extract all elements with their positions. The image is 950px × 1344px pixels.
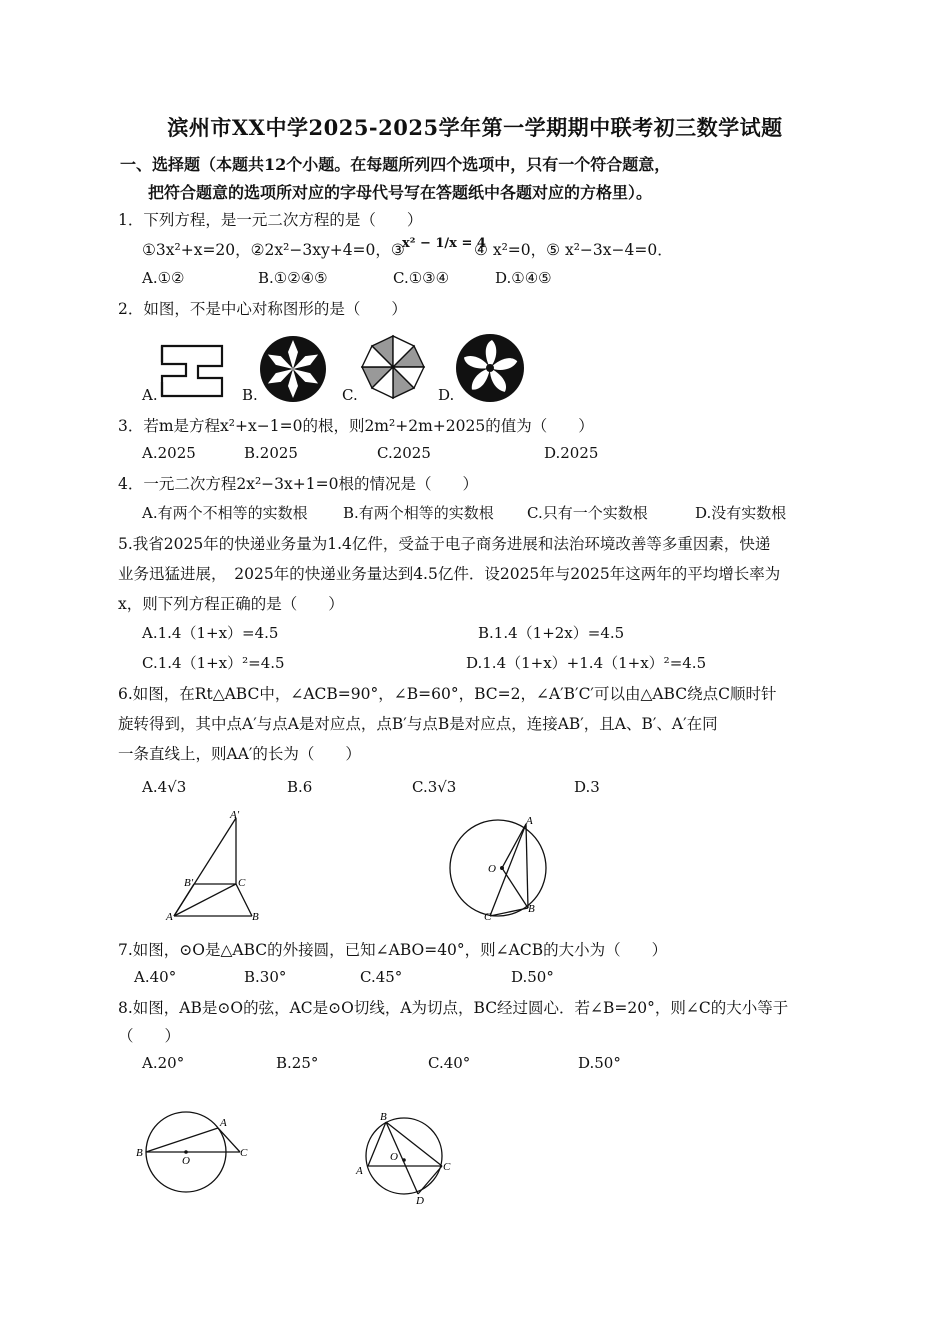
q7-option-c: C.45° — [360, 968, 403, 986]
q6-fig1-label-b-prime: B′ — [184, 877, 194, 889]
q8-fig2-label-b: B — [380, 1111, 387, 1123]
q8-figure-tangent — [134, 1106, 260, 1198]
q4-stem: 4．一元二次方程2x²−3x+1=0根的情况是（ ） — [118, 475, 478, 493]
q3-option-c: C.2025 — [377, 444, 431, 462]
q8-line1: 8.如图，AB是⊙O的弦，AC是⊙O切线，A为切点，BC经过圆心．若∠B=20°，则∠C的大小等于 — [118, 999, 789, 1017]
q6-option-c: C.3√3 — [412, 778, 457, 796]
q6-figure-rotation — [160, 808, 270, 926]
q8-option-a: A.20° — [142, 1054, 185, 1072]
q8-fig2-label-c: C — [443, 1161, 451, 1173]
q4-option-c: C.只有一个实数根 — [527, 504, 648, 522]
q2-option-a: A. — [142, 386, 158, 404]
q5-line1: 5.我省2025年的快递业务量为1.4亿件，受益于电子商务进展和法治环境改善等多重因素，快递 — [118, 535, 771, 553]
q6-option-d: D.3 — [574, 778, 600, 796]
q6-fig1-label-c: C — [238, 877, 246, 889]
q2-option-b: B. — [242, 386, 258, 404]
q5-option-b: B.1.4（1+2x）=4.5 — [478, 624, 625, 642]
q4-option-a: A.有两个不相等的实数根 — [142, 504, 308, 522]
q2-figure-b — [258, 334, 328, 404]
q8-line2: （ ） — [118, 1027, 181, 1045]
q8-option-c: C.40° — [428, 1054, 471, 1072]
q2-option-d: D. — [438, 386, 455, 404]
q6-line2: 旋转得到，其中点A′与点A是对应点，点B′与点B是对应点，连接AB′，且A、B′、A′在同 — [118, 715, 718, 733]
q2-figure-c — [358, 332, 428, 402]
q7-option-a: A.40° — [134, 968, 177, 986]
q2-figure-d — [454, 332, 526, 404]
q8-fig2-label-o: O — [390, 1151, 398, 1163]
q1-equations-rest: ④ x²=0，⑤ x²−3x−4=0． — [474, 241, 673, 259]
q3-option-b: B.2025 — [244, 444, 298, 462]
q8-fig2-label-d: D — [416, 1195, 424, 1206]
q8-fig1-label-a: A — [220, 1117, 227, 1129]
q4-option-b: B.有两个相等的实数根 — [343, 504, 494, 522]
q7-option-b: B.30° — [244, 968, 287, 986]
q6-fig1-label-b: B — [252, 911, 259, 923]
q3-stem: 3．若m是方程x²+x−1=0的根，则2m²+2m+2025的值为（ ） — [118, 417, 594, 435]
q6-fig1-label-a-prime: A′ — [230, 809, 240, 821]
q1-option-c: C.①③④ — [393, 269, 450, 287]
q1-stem: 1．下列方程，是一元二次方程的是（ ） — [118, 211, 423, 229]
q2-option-c: C. — [342, 386, 358, 404]
q5-option-a: A.1.4（1+x）=4.5 — [142, 624, 279, 642]
q7-fig-label-a: A — [526, 815, 533, 827]
q7-fig-label-o: O — [488, 863, 496, 875]
q6-option-b: B.6 — [287, 778, 313, 796]
q8-option-d: D.50° — [578, 1054, 621, 1072]
q5-line2: 业务迅猛进展， 2025年的快递业务量达到4.5亿件．设2025年与2025年这两年的平均增长率为 — [118, 565, 781, 583]
q7-fig-label-b: B — [528, 903, 535, 915]
q8-figure-inscribed — [354, 1106, 458, 1206]
q2-figure-a — [158, 342, 226, 400]
q8-fig1-label-c: C — [240, 1147, 248, 1159]
q1-equations: ①3x²+x=20，②2x²−3xy+4=0，③ — [142, 241, 405, 259]
q1-option-a: A.①② — [142, 269, 185, 287]
q5-line3: x，则下列方程正确的是（ ） — [118, 595, 344, 613]
q7-stem: 7.如图，⊙O是△ABC的外接圆，已知∠ABO=40°，则∠ACB的大小为（ ） — [118, 941, 668, 959]
section-heading-line1: 一、选择题（本题共12个小题。在每题所列四个选项中，只有一个符合题意， — [120, 155, 671, 174]
q8-fig2-label-a: A — [356, 1165, 363, 1177]
q5-option-c: C.1.4（1+x）²=4.5 — [142, 654, 285, 672]
q2-stem: 2．如图，不是中心对称图形的是（ ） — [118, 300, 407, 318]
q7-option-d: D.50° — [511, 968, 554, 986]
q6-line1: 6.如图，在Rt△ABC中，∠ACB=90°，∠B=60°，BC=2，∠A′B′C′可以由△ABC绕点C顺时针 — [118, 685, 777, 703]
q8-fig1-label-o: O — [182, 1155, 190, 1167]
q6-fig1-label-a: A — [166, 911, 173, 923]
q1-option-b: B.①②④⑤ — [258, 269, 328, 287]
q4-option-d: D.没有实数根 — [695, 504, 787, 522]
q1-eq3: x² − 1/x = 4 — [402, 236, 486, 251]
q5-option-d: D.1.4（1+x）+1.4（1+x）²=4.5 — [466, 654, 707, 672]
section-heading-line2: 把符合题意的选项所对应的字母代号写在答题纸中各题对应的方格里）。 — [148, 183, 653, 202]
page-title: 滨州市XX中学2025-2025学年第一学期期中联考初三数学试题 — [167, 115, 783, 140]
q6-line3: 一条直线上，则AA′的长为（ ） — [118, 745, 361, 763]
q3-option-a: A.2025 — [142, 444, 196, 462]
q3-option-d: D.2025 — [544, 444, 599, 462]
q8-option-b: B.25° — [276, 1054, 319, 1072]
q7-fig-label-c: C — [484, 911, 492, 923]
q8-fig1-label-b: B — [136, 1147, 143, 1159]
q1-option-d: D.①④⑤ — [495, 269, 552, 287]
q6-option-a: A.4√3 — [142, 778, 187, 796]
q7-figure-circle — [446, 812, 556, 924]
